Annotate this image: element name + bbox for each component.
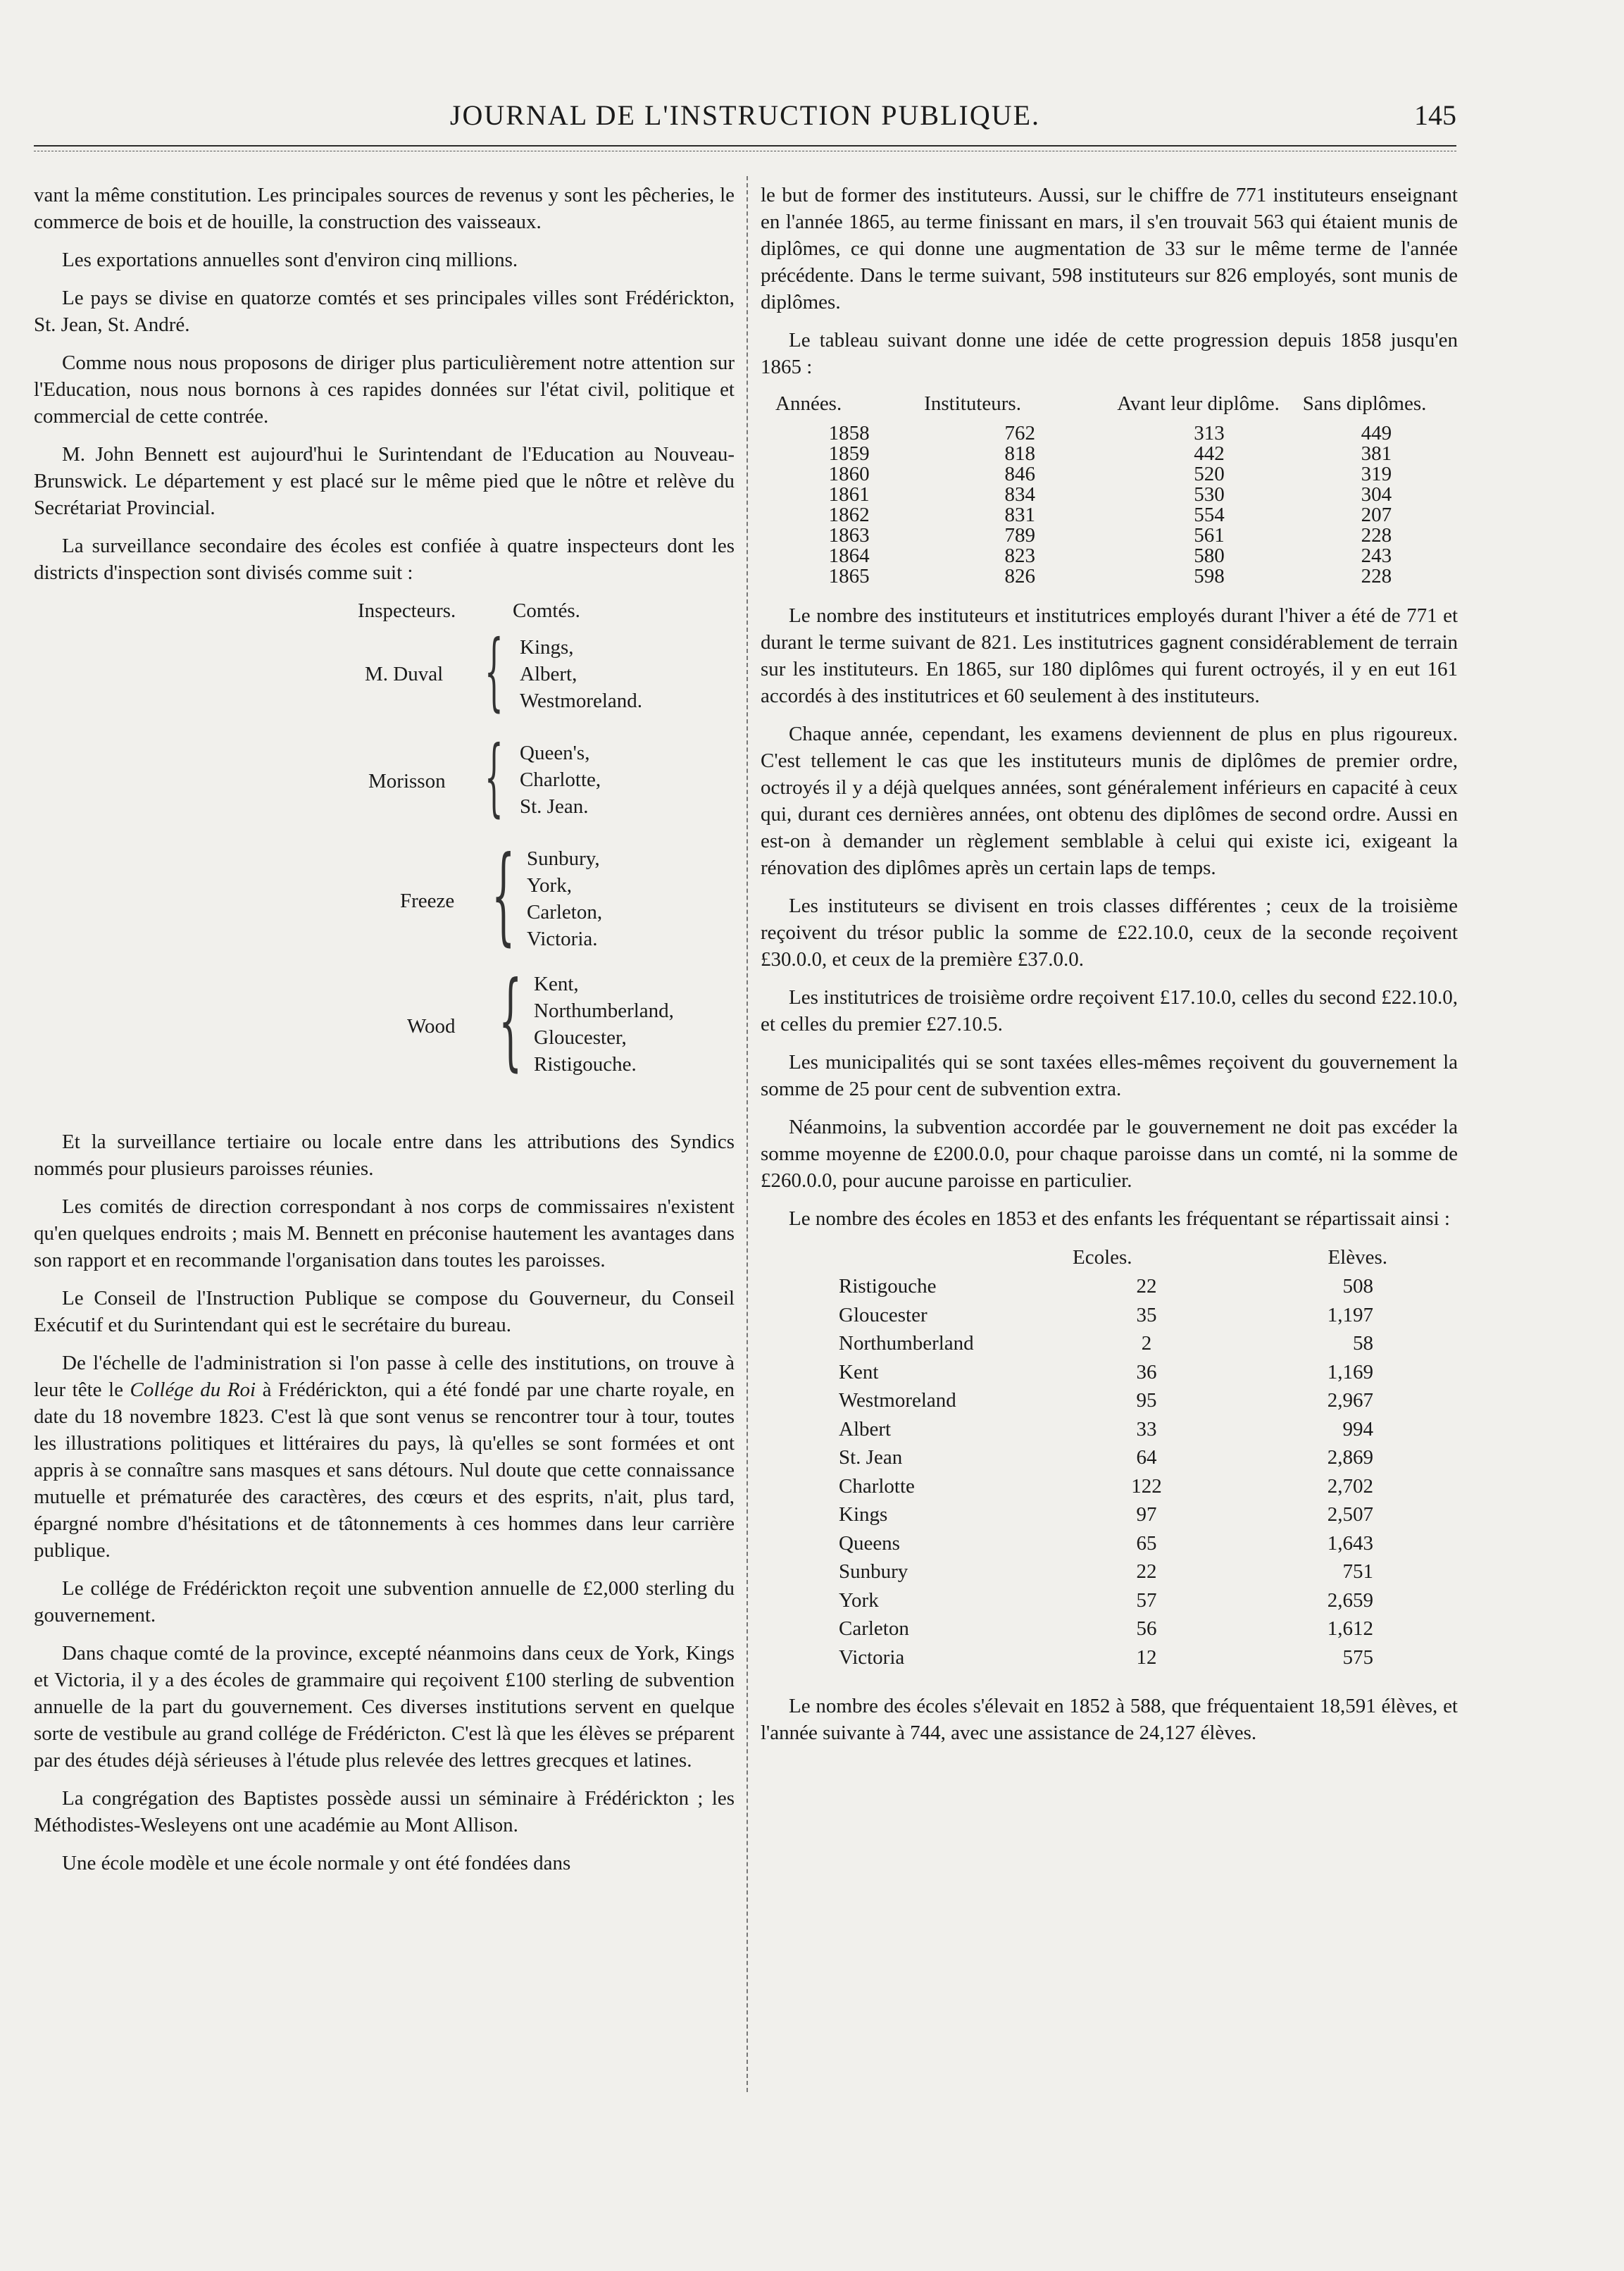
schools-table [838, 1245, 1416, 1672]
table-cell: 36 [1136, 1360, 1157, 1383]
county: Westmoreland. [520, 690, 643, 712]
column-header: Sans diplômes. [1302, 392, 1427, 415]
table-row [838, 1301, 1416, 1330]
paragraph: vant la même constitution. Les principales sources de revenus y sont les pêcheries, le commerce de bois et de houille, la construction des vaisseaux. [34, 184, 735, 233]
table-cell: 313 [1194, 422, 1225, 444]
table-cell: 1859 [828, 442, 870, 465]
paragraph: Comme nous nous proposons de diriger plus particulièrement notre attention sur l'Education, nous nous bornons à ces rapides données sur l'état civil, politique et commercial de cette contrée. [34, 351, 735, 428]
table-cell: 228 [1361, 565, 1392, 587]
left-column [34, 182, 735, 1888]
column-header: Années. [775, 392, 842, 415]
table-cell: 762 [1004, 422, 1035, 444]
paragraph: Le collége de Frédérickton reçoit une subvention annuelle de £2,000 sterling du gouvernement. [34, 1577, 735, 1626]
paragraph: Une école modèle et une école normale y ont été fondées dans [62, 1852, 571, 1874]
page-header [34, 99, 1456, 141]
county: Gloucester, [534, 1026, 627, 1049]
county: Northumberland, [534, 1000, 674, 1022]
table-row [775, 546, 1451, 566]
table-cell: 846 [1004, 463, 1035, 485]
table-cell: 818 [1004, 442, 1035, 465]
table-row [775, 464, 1451, 485]
table-cell: 2,702 [1327, 1474, 1373, 1498]
table-row [775, 566, 1451, 587]
page-number: 145 [1414, 99, 1456, 131]
county: St. Jean. [520, 795, 589, 818]
table-cell: 381 [1361, 442, 1392, 465]
column-header: Ecoles. [1073, 1246, 1132, 1269]
county-cell: Victoria [839, 1645, 905, 1669]
table-cell: 304 [1361, 483, 1392, 506]
right-column [761, 182, 1458, 1757]
table-row [838, 1443, 1416, 1472]
table-cell: 35 [1136, 1303, 1157, 1326]
county-cell: Kent [839, 1360, 879, 1383]
table-cell: 449 [1361, 422, 1392, 444]
teachers-table [775, 392, 1451, 587]
table-row [838, 1415, 1416, 1444]
table-cell: 575 [1342, 1645, 1373, 1669]
text-span: à Frédérickton, qui a été fondé par une charte royale, en date du 18 novembre 1823. C'est là que sont venus se rencontrer tour à tour, toutes les illustrations politiques et littéraires du pays, là qu'elles se sont formées et ont appris à se connaître sans masques et sans détours. Nul doute que cette connaissance mutuelle et prématurée des caractères, des cœurs et des esprits, n'ait, plus tard, épargné nombre d'hésitations et de tâtonnements à ces hommes dans leur carrière publique. [34, 1379, 735, 1562]
table-header-row [838, 1245, 1416, 1272]
paragraph: Les instituteurs se divisent en trois classes différentes ; ceux de la troisième reçoivent du trésor public la somme de £22.10.0, ceux de la seconde reçoivent £30.0.0, et ceux de la première £37.0.0. [761, 895, 1458, 971]
table-header-row [775, 392, 1451, 423]
brace: { [485, 623, 504, 721]
table-cell: 1,197 [1327, 1303, 1373, 1326]
table-cell: 1864 [828, 545, 870, 567]
table-cell: 58 [1353, 1332, 1373, 1355]
column-header: Elèves. [1328, 1246, 1387, 1269]
table-cell: 2,967 [1327, 1389, 1373, 1412]
county-cell: Sunbury [839, 1560, 908, 1583]
table-cell: 2,659 [1327, 1588, 1373, 1612]
table-cell: 834 [1004, 483, 1035, 506]
table-cell: 561 [1194, 524, 1225, 547]
table-cell: 122 [1131, 1474, 1162, 1498]
table-row [838, 1557, 1416, 1586]
table-cell: 2 [1141, 1332, 1152, 1355]
county: York, [527, 874, 572, 897]
table-row [838, 1614, 1416, 1643]
county-cell: St. Jean [839, 1446, 903, 1469]
table-cell: 12 [1136, 1645, 1157, 1669]
county: Carleton, [527, 901, 603, 923]
table-cell: 580 [1194, 545, 1225, 567]
column-divider [747, 176, 748, 2092]
table-row [775, 485, 1451, 505]
table-cell: 994 [1342, 1417, 1373, 1441]
table-cell: 554 [1194, 504, 1225, 526]
county-cell: Gloucester [839, 1303, 927, 1326]
county-cell: Albert [839, 1417, 892, 1441]
table-cell: 228 [1361, 524, 1392, 547]
paragraph: Les exportations annuelles sont d'environ cinq millions. [62, 249, 518, 271]
paragraph: Le pays se divise en quatorze comtés et ses principales villes sont Frédérickton, St. Jean, St. André. [34, 287, 735, 336]
table-row [838, 1643, 1416, 1672]
table-cell: 520 [1194, 463, 1225, 485]
table-row [838, 1272, 1416, 1301]
county: Sunbury, [527, 847, 600, 870]
text-span: De l'échelle de l'administration si l'on passe à celle des institutions, on trouve à leur tête le [34, 1352, 735, 1401]
table-cell: 1862 [828, 504, 870, 526]
table-cell: 1861 [828, 483, 870, 506]
county-cell: Kings [839, 1503, 888, 1526]
counties-header: Comtés. [513, 599, 580, 622]
table-row [775, 505, 1451, 525]
inspector-name: Wood [407, 1015, 456, 1038]
county: Queen's, [520, 742, 590, 764]
paragraph: Les comités de direction correspondant à nos corps de commissaires n'existent qu'en quelques endroits ; mais M. Bennett en préconise hautement les avantages dans son rapport et en recommande l'organisation dans toutes les paroisses. [34, 1195, 735, 1271]
column-header: Avant leur diplôme. [1117, 392, 1280, 415]
table-cell: 598 [1194, 565, 1225, 587]
county-cell: Westmoreland [839, 1389, 956, 1412]
table-row [838, 1329, 1416, 1358]
table-row [775, 444, 1451, 464]
college-name: Collége du Roi [130, 1379, 256, 1401]
table-cell: 442 [1194, 442, 1225, 465]
table-cell: 823 [1004, 545, 1035, 567]
table-cell: 751 [1342, 1560, 1373, 1583]
inspector-name: Freeze [400, 890, 455, 912]
table-cell: 64 [1136, 1446, 1157, 1469]
table-cell: 22 [1136, 1560, 1157, 1583]
table-cell: 1,612 [1327, 1617, 1373, 1640]
table-row [838, 1386, 1416, 1415]
inspectors-list [34, 597, 735, 1119]
table-cell: 22 [1136, 1275, 1157, 1298]
journal-title: JOURNAL DE L'INSTRUCTION PUBLIQUE. [449, 99, 1041, 131]
table-cell: 33 [1136, 1417, 1157, 1441]
county: Charlotte, [520, 769, 601, 791]
county-cell: Charlotte [839, 1474, 915, 1498]
paragraph: Le Conseil de l'Instruction Publique se compose du Gouverneur, du Conseil Exécutif et du Surintendant qui est le secrétaire du bureau. [34, 1287, 735, 1336]
county-cell: Ristigouche [839, 1275, 937, 1298]
county-cell: Northumberland [839, 1332, 974, 1355]
county: Kent, [534, 973, 579, 995]
county-cell: York [839, 1588, 879, 1612]
paragraph: Le nombre des écoles en 1853 et des enfants les fréquentant se répartissait ainsi : [789, 1207, 1450, 1230]
column-header: Instituteurs. [924, 392, 1021, 415]
inspector-name: M. Duval [365, 663, 444, 685]
paragraph: Les municipalités qui se sont taxées elles-mêmes reçoivent du gouvernement la somme de 25 pour cent de subvention extra. [761, 1051, 1458, 1100]
table-row [838, 1586, 1416, 1615]
county-cell: Queens [839, 1531, 900, 1555]
inspector-name: Morisson [368, 770, 446, 792]
county-cell: Carleton [839, 1617, 909, 1640]
table-row [775, 423, 1451, 444]
table-cell: 56 [1136, 1617, 1157, 1640]
county: Ristigouche. [534, 1053, 637, 1076]
paragraph: Le nombre des écoles s'élevait en 1852 à 588, que fréquentaient 18,591 élèves, et l'année suivante à 744, avec une assistance de 24,127 élèves. [761, 1695, 1458, 1744]
table-cell: 508 [1342, 1275, 1373, 1298]
county: Kings, [520, 636, 574, 659]
table-cell: 530 [1194, 483, 1225, 506]
table-cell: 826 [1004, 565, 1035, 587]
table-cell: 789 [1004, 524, 1035, 547]
table-row [838, 1472, 1416, 1501]
table-cell: 831 [1004, 504, 1035, 526]
table-cell: 95 [1136, 1389, 1157, 1412]
paragraph: Le nombre des instituteurs et institutrices employés durant l'hiver a été de 771 et durant le terme suivant de 821. Les institutrices gagnent considérablement de terrain sur les instituteurs. En 1865, sur 180 diplômes qui furent octroyés, il y en eut 161 accordés à des institutrices et 60 seulement à des instituteurs. [761, 604, 1458, 707]
brace: { [492, 834, 516, 957]
table-cell: 2,507 [1327, 1503, 1373, 1526]
table-cell: 1,169 [1327, 1360, 1373, 1383]
header-rule [34, 145, 1456, 147]
paragraph: le but de former des instituteurs. Aussi, sur le chiffre de 771 instituteurs enseignant en l'année 1865, au terme finissant en mars, il s'en trouvait 563 qui étaient munis de diplômes, ce qui donne une augmentation de 33 sur le même terme de l'année précédente. Dans le terme suivant, 598 instituteurs sur 826 employés, sont munis de diplômes. [761, 184, 1458, 313]
table-cell: 1858 [828, 422, 870, 444]
paragraph: Chaque année, cependant, les examens deviennent de plus en plus rigoureux. C'est tellement le cas que les instituteurs munis de diplômes de premier ordre, octroyés il y a déjà quelques années, sont généralement inférieurs en capacité à ceux qui, durant ces dernières années, ont obtenu des diplômes de second ordre. Aussi en est-on à demander un règlement semblable à celui qui existe ici, exigeant la rénovation des diplômes après un certain laps de temps. [761, 723, 1458, 879]
paragraph: La surveillance secondaire des écoles est confiée à quatre inspecteurs dont les districts d'inspection sont divisés comme suit : [34, 535, 735, 584]
table-cell: 57 [1136, 1588, 1157, 1612]
paragraph: Le tableau suivant donne une idée de cette progression depuis 1858 jusqu'en 1865 : [761, 329, 1458, 378]
table-cell: 97 [1136, 1503, 1157, 1526]
paragraph [34, 1350, 735, 1564]
paragraph: Et la surveillance tertiaire ou locale entre dans les attributions des Syndics nommés pour plusieurs paroisses réunies. [34, 1131, 735, 1180]
column-header [838, 1245, 1072, 1272]
table-cell: 1860 [828, 463, 870, 485]
table-cell: 1,643 [1327, 1531, 1373, 1555]
table-cell: 65 [1136, 1531, 1157, 1555]
county: Victoria. [527, 928, 598, 950]
table-cell: 2,869 [1327, 1446, 1373, 1469]
county: Albert, [520, 663, 577, 685]
table-row [838, 1500, 1416, 1529]
table-cell: 319 [1361, 463, 1392, 485]
inspectors-header: Inspecteurs. [358, 599, 456, 622]
table-cell: 207 [1361, 504, 1392, 526]
table-cell: 1865 [828, 565, 870, 587]
table-cell: 243 [1361, 545, 1392, 567]
table-row [838, 1529, 1416, 1558]
paragraph: La congrégation des Baptistes possède aussi un séminaire à Frédérickton ; les Méthodistes-Wesleyens ont une académie au Mont Allison. [34, 1787, 735, 1836]
paragraph: Dans chaque comté de la province, excepté néanmoins dans ceux de York, Kings et Victoria, il y a des écoles de grammaire qui reçoivent £100 sterling de subvention annuelle de la part du gouvernement. Ces diverses institutions servent en quelque sorte de vestibule au grand collége de Frédéricton. C'est là que les élèves se préparent par des études déjà sérieuses à l'étude plus relevée des lettres grecques et latines. [34, 1642, 735, 1772]
paragraph: Néanmoins, la subvention accordée par le gouvernement ne doit pas excéder la somme moyenne de £200.0.0, pour chaque paroisse dans un comté, ni la somme de £260.0.0, pour aucune paroisse en particulier. [761, 1116, 1458, 1192]
table-cell: 1863 [828, 524, 870, 547]
paragraph: M. John Bennett est aujourd'hui le Surintendant de l'Education au Nouveau-Brunswick. Le département y est placé sur le même pied que le nôtre et relève du Secrétariat Provincial. [34, 443, 735, 519]
table-row [775, 525, 1451, 546]
brace: { [485, 728, 504, 826]
brace: { [499, 959, 523, 1082]
paragraph: Les institutrices de troisième ordre reçoivent £17.10.0, celles du second £22.10.0, et celles du premier £27.10.5. [761, 986, 1458, 1035]
table-row [838, 1358, 1416, 1387]
